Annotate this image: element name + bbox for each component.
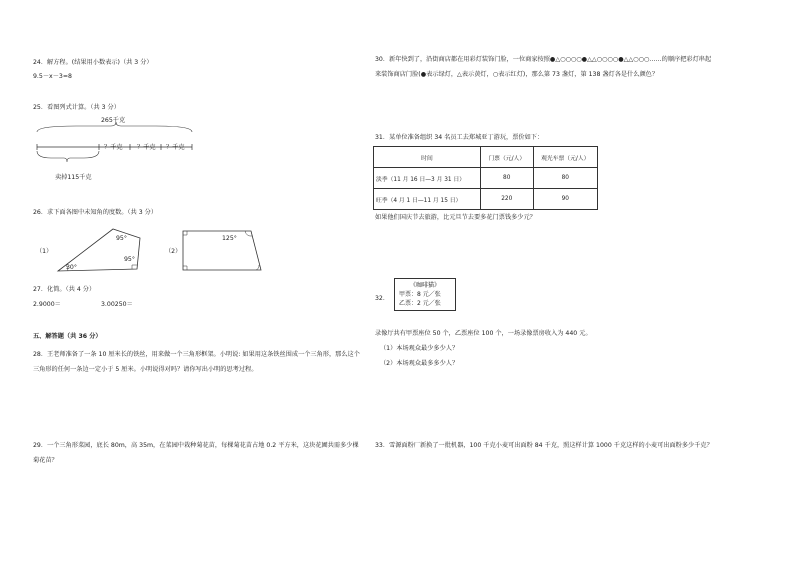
q31-price-table [373,146,598,210]
q25-part-label-1: ？千克 [104,144,123,151]
q24-title: 24．解方程。(结果用小数表示)（共 3 分） [33,59,153,66]
q25-bar-diagram [36,125,196,180]
q26-fig2-number: （2） [165,248,182,255]
q27-title: 27．化简。（共 4 分） [33,286,96,293]
table-cell: 220 [480,189,533,210]
table-cell: 80 [480,168,533,189]
q25-part-label-3: ？千克 [166,144,185,151]
table-cell: 旺季（4 月 1 日—11 月 15 日） [374,189,481,210]
q26-angle-label: 95° [124,256,135,263]
q25-sold-label: 卖掉115千克 [55,174,92,181]
q32-sub-question-1: （1）本场观众最少多少人？ [380,345,459,352]
q26-title: 26．求下面各图中未知角的度数。（共 3 分） [33,209,158,216]
q32-number: 32． [375,295,390,302]
q26-angle-label: 95° [116,235,127,242]
q33-text: 33．雪源面粉厂新换了一批机器，100 千克小麦可出面粉 84 千克，照这样计算 1000 千克这样的小麦可出面粉多少千克？ [375,442,713,449]
table-row [374,189,598,210]
q27-item-2: 3.00250＝ [101,301,133,308]
q27-item-1: 2.9000＝ [33,301,61,308]
q32-text: 录像厅共有甲票座位 50 个，乙票座位 100 个，一场录像票房收入为 440 元。 [375,330,592,337]
q26-angle-label: 125° [222,235,237,242]
q32-ticket-b: 乙票：2 元／张 [399,300,441,307]
q32-sub-question-2: （2）本场观众最多多少人？ [380,360,459,367]
q25-title: 25．看图列式计算。（共 3 分） [33,104,120,111]
q31-title: 31．某单位准备组织 34 名员工去郑城亚丁游玩，票价如下： [375,134,544,141]
table-header: 观光车票（元/人） [533,147,597,168]
table-cell: 90 [533,189,597,210]
q32-ticket-title: 《咖啡猫》 [409,282,440,289]
section-5-title: 五、解答题（共 36 分） [33,333,102,340]
q29-text: 29．一个三角形菜园，底长 80m，高 35m，在菜园中栽种菊花苗，每棵菊花苗占地 0.2 平方米，这块花圃共需多少棵菊花苗？ [33,442,359,464]
q32-ticket-box [394,278,456,311]
q31-question: 如果他们国庆节去旅游，比元旦节去要多花门票钱多少元？ [375,214,536,221]
table-cell: 80 [533,168,597,189]
table-row [374,147,598,168]
q26-fig1-number: （1） [36,248,53,255]
q24-equation: 9.5－x－3=8 [33,73,72,80]
table-header: 时间 [374,147,481,168]
q28-text: 28．王老师准备了一条 10 厘米长的铁丝，用来做一个三角形框架。小明说: 如果用这条铁丝围成一个三角形，那么这个三角形的任何一条边一定小于 5 厘米。小明说得对吗？请你写出小明的思考过程。 [33,351,360,373]
q26-angle-label: 30° [66,264,77,271]
table-cell: 淡季（11 月 16 日—3 月 31 日） [374,168,481,189]
table-row [374,168,598,189]
table-header: 门票（元/人） [480,147,533,168]
q25-total-label: 265千克 [101,117,126,124]
q30-text: 30．新年快到了，沿街商店都在用彩灯装饰门脸，一位商家按照●△○○○○●△△○○○○●△△○○○……的顺序把彩灯串起来装饰商店门脸(●表示绿灯，△表示黄灯，○表示红灯)，那么第 73 盏灯，第 138 盏灯各是什么颜色？ [375,56,712,78]
q32-ticket-a: 甲票：8 元／张 [399,291,441,298]
q25-part-label-2: ？千克 [137,144,156,151]
